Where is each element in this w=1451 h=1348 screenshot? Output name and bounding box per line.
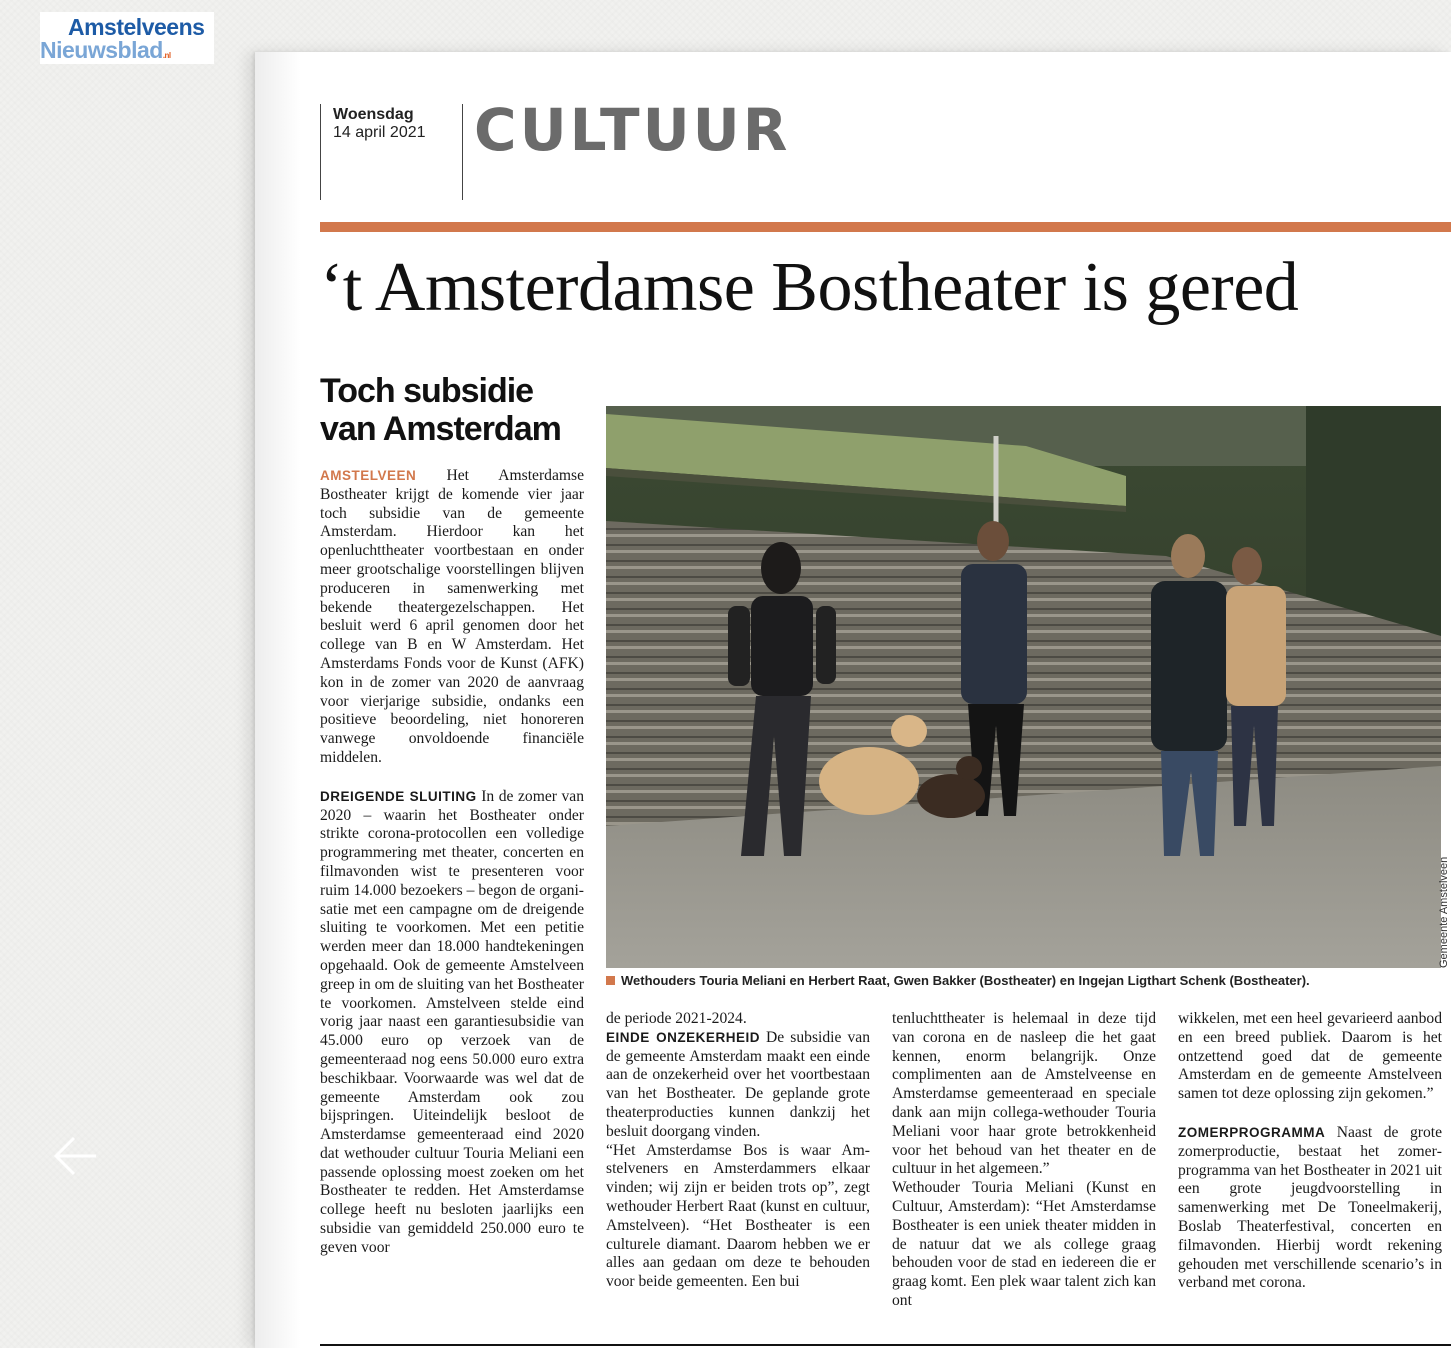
paragraph: de periode 2021-2024.	[606, 1010, 747, 1027]
paragraph: “Het Amsterdamse Bos is waar Amstelveners en Amsterdammers elkaar vinden; wij zijn er beiden trots op”, zegt wethouder Herbert Raat (kunst en cultuur, Amstelveen). “Het Bostheater is een culturele diamant. Daarom hebben we er alles aan gedaan om deze te behouden voor beide gemeenten. Een bui	[606, 1141, 870, 1291]
dateline-date: 14 april 2021	[333, 124, 426, 141]
paragraph	[1178, 1124, 1442, 1293]
paragraph: tenluchttheater is helemaal in deze tijd van corona en de nasleep die het gaat kennen, enorm belangrijk. Onze complimenten aan de Amstelveense en Amsterdamse gemeenteraad en speciale dank aan mijn collega-wethouder Touria Meliani voor haar grote betrokkenheid voor het behoud van het theater en de cultuur in het algemeen.”	[892, 1010, 1156, 1178]
site-logo[interactable]	[40, 12, 214, 64]
kicker-subheading: EINDE ONZEKERHEID	[606, 1029, 760, 1045]
paragraph	[606, 1029, 870, 1142]
article-column-4	[1178, 1010, 1442, 1293]
logo-line-2	[40, 37, 171, 64]
dateline-day: Woensdag	[333, 106, 414, 123]
section-title: CULTUUR	[474, 96, 791, 164]
paragraph: wikkelen, met een heel gevarieerd aanbod en een breed publiek. Daarom is het ontzettend goed dat de gemeente Amsterdam en de gemeente Amstelveen samen tot deze oplossing zijn gekomen.”	[1178, 1010, 1442, 1103]
section-rule	[320, 222, 1451, 232]
logo-line-1: Amstelveens	[68, 14, 205, 40]
arrow-left-icon	[50, 1130, 102, 1182]
paragraph-text: De subsidie van de gemeente Amsterdam maakt een einde aan de onzekerheid over het voortbestaan van het Bostheater. De geplande grote theaterproducties kunnen dankzij het besluit doorgang vinden.	[606, 1028, 870, 1140]
paragraph-text: Het Amsterdamse Bostheater krijgt de komende vier jaar toch subsidie van de gemeente Amsterdam. Hierdoor kan het openluchttheater voortbestaan en onder meer grootschalige voorstellingen blijven produceren in samenwerking met bekende theatergezelschappen. Het besluit werd 6 april genomen door het college van B en W Amsterdam. Het Amsterdams Fonds voor de Kunst (AFK) kon in de zomer van 2020 de aanvraag voor vierjarige subsidie, ondanks een positieve beoordeling, niet honoreren vanwege onvoldoende financiële middelen.	[320, 467, 584, 766]
previous-page-button[interactable]	[50, 1130, 102, 1182]
caption-marker	[606, 976, 615, 985]
logo-suffix: .nl	[162, 51, 171, 60]
bottom-rule	[320, 1344, 1451, 1346]
kicker-location: AMSTELVEEN	[320, 468, 417, 483]
caption-text: Wethouders Touria Meliani en Herbert Raat, Gwen Bakker (Bostheater) en Ingejan Ligthart Schenk (Bostheater).	[621, 973, 1310, 988]
kicker-subheading: DREIGENDE SLUITING	[320, 788, 477, 804]
paragraph	[320, 467, 584, 768]
paragraph	[320, 788, 584, 1258]
page-fold-shadow	[255, 52, 301, 1348]
newspaper-page	[255, 52, 1451, 1348]
article-column-2	[606, 1010, 870, 1292]
photo-illustration	[606, 406, 1441, 968]
logo-line-2-text: Nieuwsblad	[40, 37, 163, 63]
dateline	[320, 104, 426, 200]
section-divider	[462, 104, 463, 200]
article-column-3	[892, 1010, 1156, 1311]
headline: ‘t Amsterdamse Bostheater is gered	[320, 249, 1299, 326]
photo-caption	[606, 973, 1441, 988]
paragraph-text: In de zomer van 2020 – waarin het Bostheater onder strikte corona-protocollen een volledige programmering met theater, concerten en filmavonden wist te presenteren voor ruim 14.000 bezoekers – begon de organisatie met een campagne om de dreigende sluiting te voorkomen. Met een petitie werden meer dan 18.000 handtekeningen opgehaald. Ook de gemeente Amstelveen greep in om de sluiting van het Bostheater te voorkomen. Amstelveen stelde eind vorig jaar naast een garantiesubsidie van 45.000 euro op verzoek van de gemeenteraad nog eens 50.000 euro extra beschikbaar. Voorwaarde was wel dat de gemeente Amsterdam ook zou bijspringen. Uiteindelijk besloot de Amsterdamse gemeenteraad eind 2020 dat wethouder cultuur Touria Meliani een passende oplossing moest zoeken om het Bostheater te redden. Het Amsterdamse college heeft nu besloten jaarlijks een subsidie van gemiddeld 250.000 euro te geven voor	[320, 787, 584, 1256]
subheadline: Toch subsidie van Amsterdam	[320, 372, 561, 448]
kicker-subheading: ZOMERPROGRAMMA	[1178, 1124, 1326, 1140]
paragraph-text: Naast de grote zomerproductie, bestaat het zomerprogramma van het Bostheater in 2021 uit een grote jeugdvoorstelling in samenwerking met De Toneelmakerij, Boslab Theaterfestival, concerten en filmavonden. Hierbij wordt rekening gehouden met verschillende scenario’s in verband met corona.	[1178, 1123, 1442, 1292]
photo-credit: Gemeente Amstelveen	[1438, 856, 1450, 968]
article-column-1	[320, 467, 584, 1258]
article-photo	[606, 406, 1441, 968]
paragraph: Wethouder Touria Meliani (Kunst en Cultuur, Amsterdam): “Het Amsterdamse Bostheater is een uniek theater midden in de natuur dat we als college graag behouden voor de stad en iedereen die er graag komt. Een plek waar talent zich kan ont	[892, 1179, 1156, 1309]
